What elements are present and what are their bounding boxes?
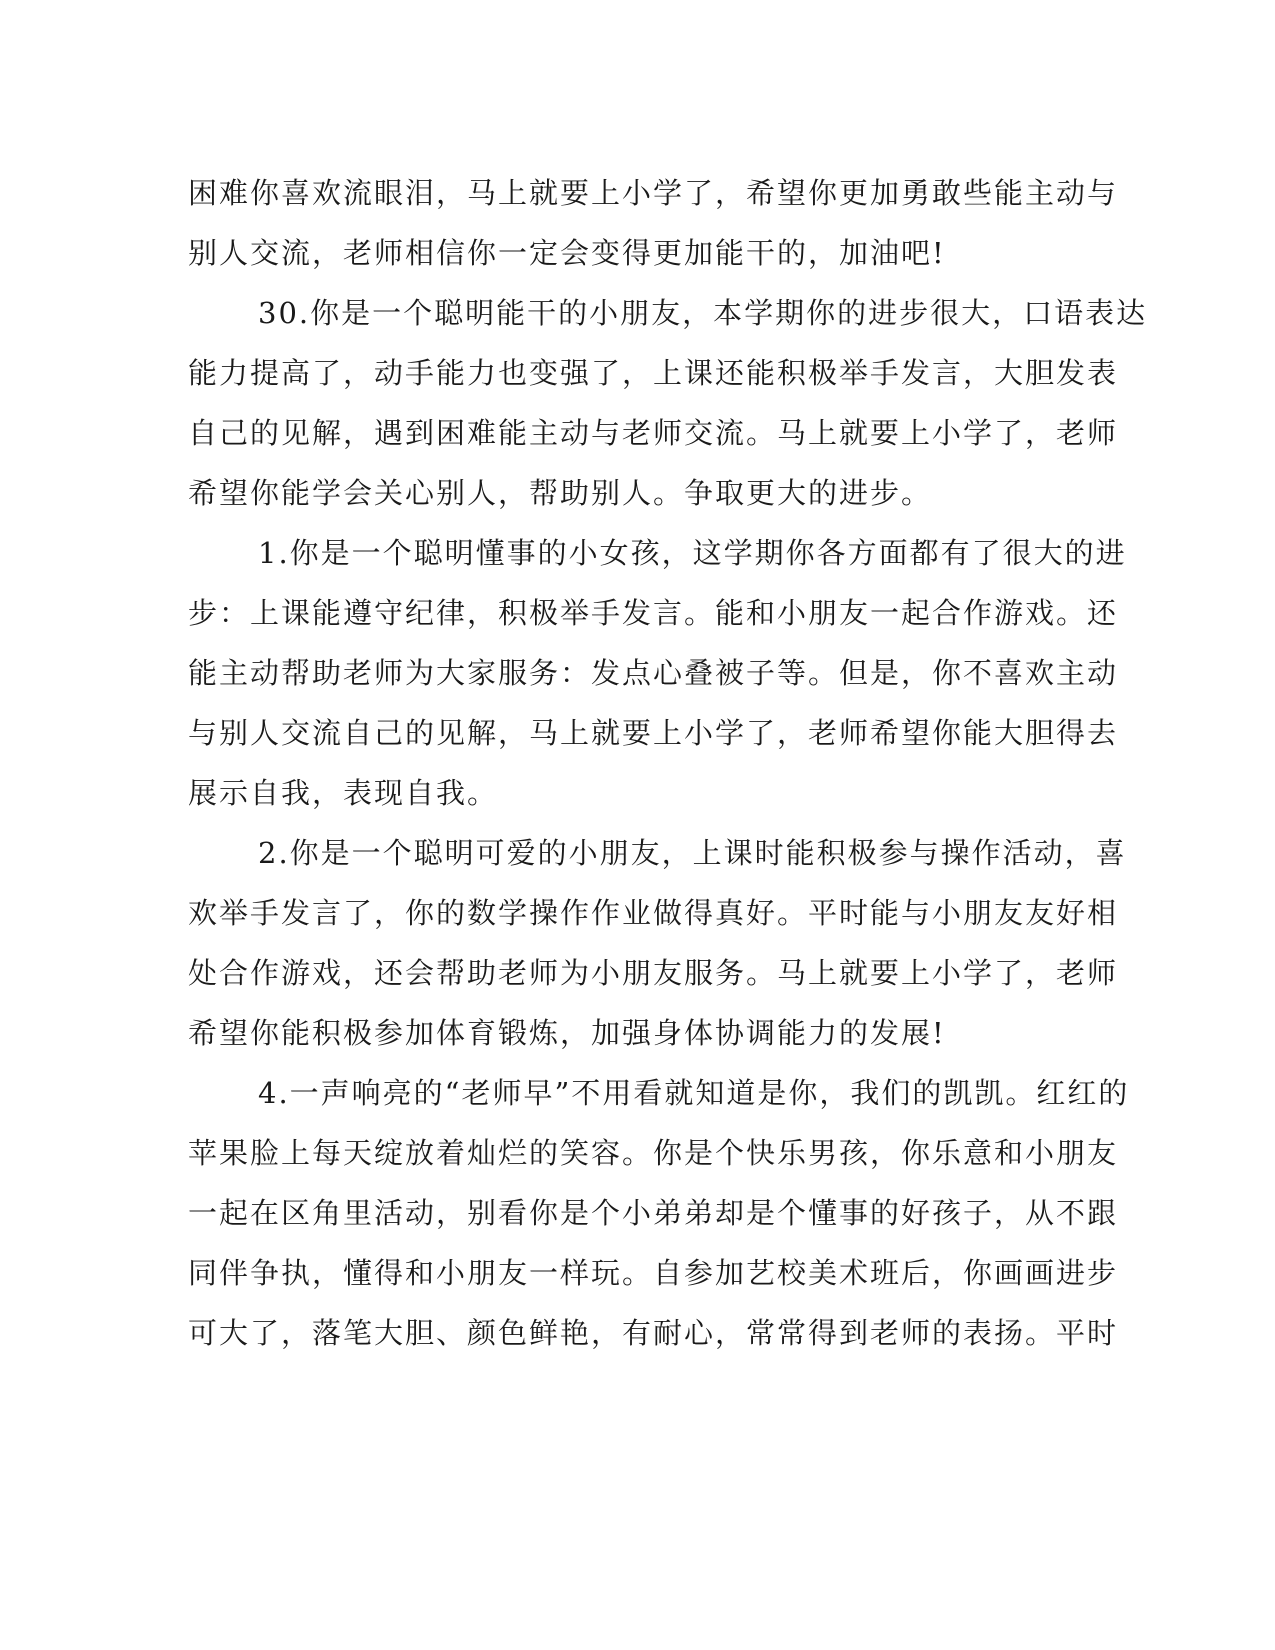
text-line: 与别人交流自己的见解，马上就要上小学了，老师希望你能大胆得去 [188, 716, 1119, 750]
text-line: 可大了，落笔大胆、颜色鲜艳，有耐心，常常得到老师的表扬。平时 [188, 1316, 1119, 1350]
text-line: 别人交流，老师相信你一定会变得更加能干的，加油吧! [188, 236, 946, 270]
text-line: 步：上课能遵守纪律，积极举手发言。能和小朋友一起合作游戏。还 [188, 596, 1119, 630]
text-line: 1.你是一个聪明懂事的小女孩，这学期你各方面都有了很大的进 [258, 536, 1127, 570]
text-line: 4.一声响亮的“老师早”不用看就知道是你，我们的凯凯。红红的 [258, 1076, 1130, 1110]
text-line: 能主动帮助老师为大家服务：发点心叠被子等。但是，你不喜欢主动 [188, 656, 1119, 690]
paragraph-continuation [188, 163, 1119, 283]
paragraph-comment-4 [188, 1063, 1130, 1363]
text-line: 同伴争执，懂得和小朋友一样玩。自参加艺校美术班后，你画画进步 [188, 1256, 1119, 1290]
text-line: 苹果脸上每天绽放着灿烂的笑容。你是个快乐男孩，你乐意和小朋友 [188, 1136, 1119, 1170]
text-line: 2.你是一个聪明可爱的小朋友，上课时能积极参与操作活动，喜 [258, 836, 1127, 870]
paragraph-comment-2 [188, 823, 1127, 1063]
text-line: 希望你能积极参加体育锻炼，加强身体协调能力的发展! [188, 1016, 946, 1050]
text-line: 欢举手发言了，你的数学操作作业做得真好。平时能与小朋友友好相 [188, 896, 1119, 930]
text-line: 希望你能学会关心别人，帮助别人。争取更大的进步。 [188, 476, 933, 510]
text-line: 一起在区角里活动，别看你是个小弟弟却是个懂事的好孩子，从不跟 [188, 1196, 1119, 1230]
document-body [188, 163, 1148, 1363]
text-line: 处合作游戏，还会帮助老师为小朋友服务。马上就要上小学了，老师 [188, 956, 1119, 990]
text-line: 展示自我，表现自我。 [188, 776, 499, 810]
text-line: 自己的见解，遇到困难能主动与老师交流。马上就要上小学了，老师 [188, 416, 1119, 450]
paragraph-comment-30 [188, 283, 1148, 523]
paragraph-comment-1 [188, 523, 1127, 823]
text-line: 30.你是一个聪明能干的小朋友，本学期你的进步很大，口语表达 [258, 296, 1148, 330]
text-line: 能力提高了，动手能力也变强了，上课还能积极举手发言，大胆发表 [188, 356, 1119, 390]
text-line: 困难你喜欢流眼泪，马上就要上小学了，希望你更加勇敢些能主动与 [188, 176, 1119, 210]
